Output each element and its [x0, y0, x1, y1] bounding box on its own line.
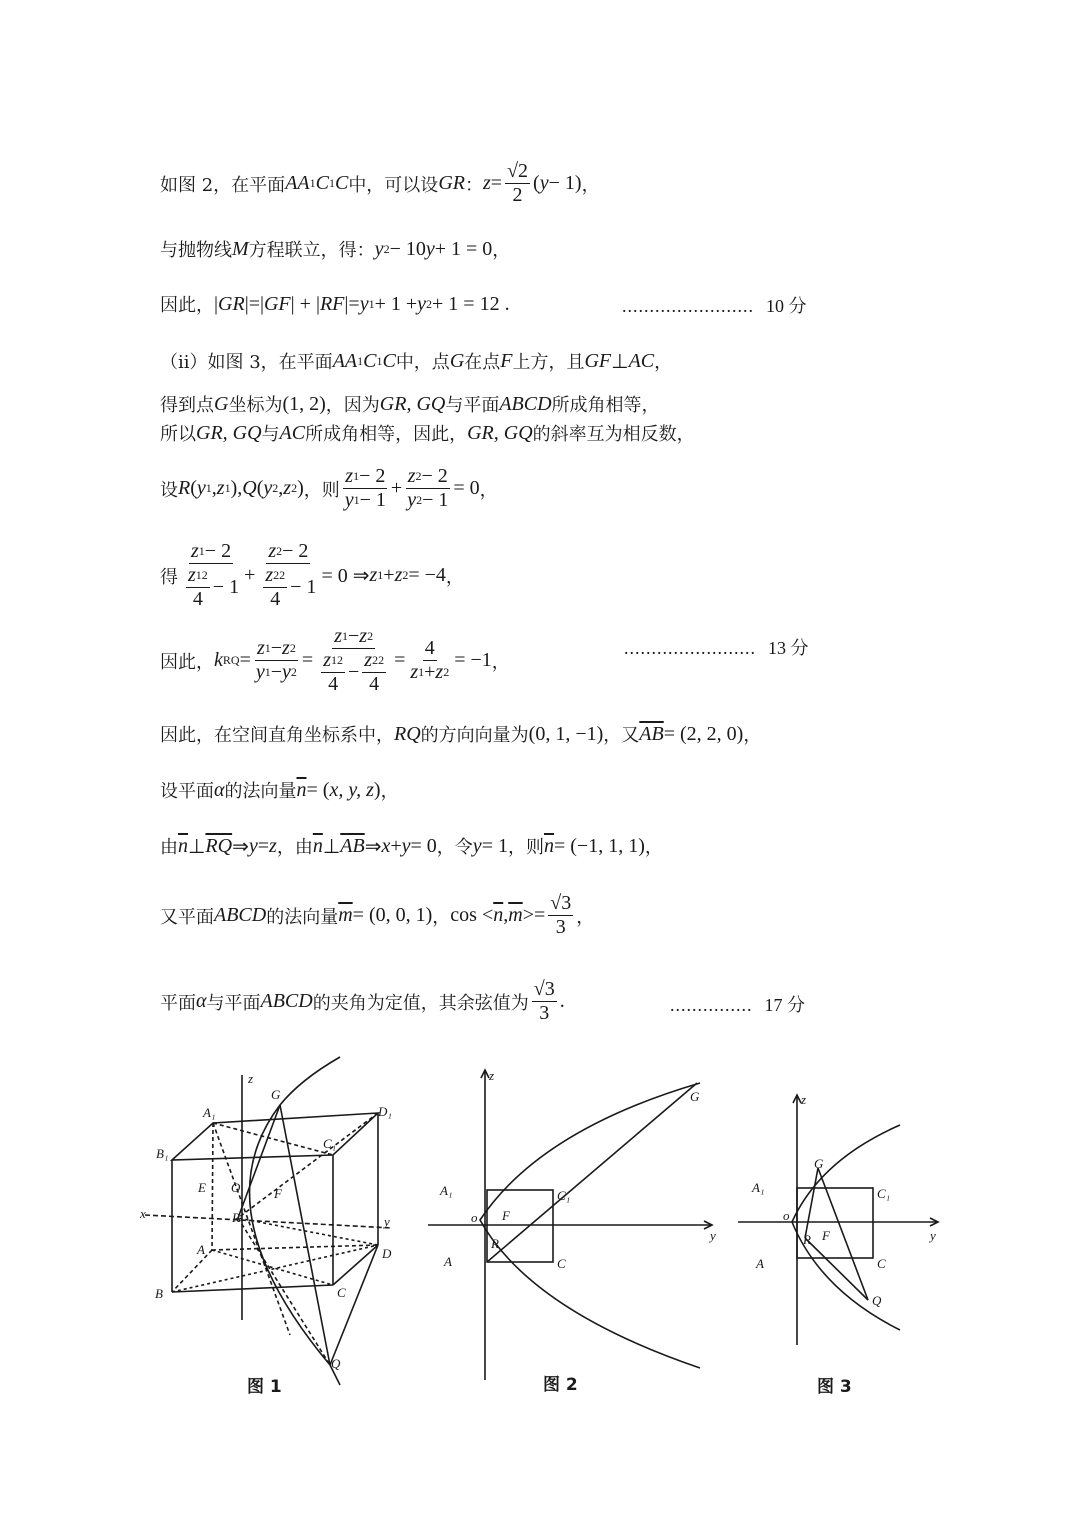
math-expression: 4 — [369, 673, 380, 695]
text-segment: ， — [743, 725, 762, 746]
math-expression: + 1 + — [374, 292, 418, 315]
math-expression: = (0, 0, 1) — [352, 904, 433, 926]
math-symbol: y — [417, 292, 427, 315]
superscript: 2 — [378, 653, 385, 667]
math-symbol: y — [196, 477, 206, 499]
text-segment: ，则 — [303, 479, 340, 501]
vector-symbol: $\overline{n}$ — [312, 834, 323, 857]
label-c1: C₁ — [557, 1188, 571, 1203]
label-g: G — [271, 1087, 281, 1102]
math-symbol: y — [282, 661, 291, 683]
label-q: Q — [331, 1356, 341, 1371]
label-o: o — [471, 1210, 478, 1225]
text-segment: 得到点 — [160, 395, 214, 416]
math-expression: √3 — [533, 978, 555, 1000]
superscript: 2 — [383, 241, 390, 256]
math-expression: − — [347, 661, 360, 683]
math-expression: ( — [190, 477, 197, 499]
math-symbol: C — [315, 172, 329, 194]
math-symbol: AC — [279, 421, 306, 444]
label-a1: A₁ — [203, 1105, 216, 1120]
text-segment: 得 — [160, 566, 178, 588]
label-c: C — [557, 1256, 566, 1271]
label-b: B — [155, 1286, 163, 1301]
text-segment: 的方向向量为 — [420, 725, 529, 746]
math-expression: ), — [230, 477, 243, 499]
math-symbol: Q — [242, 477, 257, 499]
math-symbol: GF — [263, 292, 291, 315]
text-segment: 与平面 — [445, 395, 500, 416]
math-symbol: k — [214, 649, 223, 671]
subscript: 1 — [264, 641, 271, 655]
vector-symbol: $\overline{n}$ — [543, 834, 554, 857]
math-symbol: AA — [285, 172, 310, 194]
label-b1: B₁ — [156, 1146, 169, 1161]
math-expression: = — [301, 649, 314, 671]
subscript: 1 — [330, 653, 337, 667]
math-expression: = 0 — [410, 834, 437, 857]
math-expression: |=| — [244, 292, 264, 315]
subscript: 1 — [418, 665, 425, 679]
subscript: 2 — [289, 641, 296, 655]
subscript: 2 — [416, 493, 423, 507]
math-expression: (1, 2) — [282, 392, 326, 415]
text-segment: ，因为 — [325, 395, 380, 416]
text-segment: ， — [654, 352, 673, 373]
math-symbol: z — [283, 477, 292, 499]
text-segment: 的法向量 — [224, 781, 297, 802]
label-f: F — [274, 1186, 282, 1201]
text-segment: （ii）如图 3，在平面 — [160, 352, 333, 373]
score-dots: ........................ — [624, 638, 756, 658]
text-segment: ， — [432, 906, 451, 928]
text-segment: ， — [576, 906, 595, 928]
math-symbol: C — [334, 172, 349, 194]
math-symbol: C — [382, 349, 396, 372]
subscript: 1 — [264, 665, 271, 679]
text-segment: ， — [644, 837, 663, 858]
label-a1: A₁ — [752, 1180, 765, 1195]
math-symbol: G — [214, 392, 229, 415]
math-expression: , — [278, 477, 284, 499]
subscript: 1 — [353, 493, 360, 507]
text-segment: ，则 — [507, 837, 544, 858]
math-symbol: z — [188, 564, 196, 586]
math-expression: (0, 1, −1) — [528, 722, 604, 745]
math-symbol: AA — [332, 349, 358, 372]
math-expression: ) — [297, 477, 304, 499]
text-segment: 在点 — [464, 352, 501, 373]
vector-symbol: $\overline{n}$ — [178, 834, 188, 857]
math-expression: + 1 = 0 — [434, 237, 493, 260]
score-dots: ............... — [670, 995, 753, 1015]
math-symbol: z — [359, 625, 368, 647]
subscript: 1 — [357, 353, 364, 368]
label-d1: D₁ — [378, 1104, 392, 1119]
text-segment: ， — [491, 651, 510, 673]
vector-symbol: $\overline{n}$ — [296, 778, 307, 801]
label-a: A — [444, 1254, 452, 1269]
math-symbol: z — [334, 625, 342, 647]
label-g: G — [814, 1156, 824, 1171]
subscript: 1 — [205, 481, 212, 495]
text-segment: 因此， — [160, 295, 214, 316]
math-expression: = ( — [306, 778, 330, 801]
label-c: C — [337, 1285, 346, 1300]
math-expression: ⊥ — [188, 835, 206, 858]
text-segment: 因此， — [160, 651, 214, 673]
math-symbol: x, y, z — [329, 778, 374, 801]
subscript: 2 — [367, 629, 374, 643]
math-symbol: z — [282, 637, 290, 659]
text-segment: 因此，在空间直角坐标系中， — [160, 725, 394, 746]
math-expression: ⊥ — [322, 835, 341, 858]
math-symbol: z — [216, 477, 225, 499]
text-segment: 如图 2，在平面 — [160, 174, 286, 196]
text-segment: 又平面 — [160, 906, 214, 928]
text-segment: ， — [380, 781, 399, 802]
text-segment: 所成角相等， — [551, 395, 660, 416]
math-expression: = 1 — [481, 834, 508, 857]
math-expression: − 2 — [204, 540, 232, 562]
math-expression: − 1 — [359, 489, 386, 511]
text-segment: ，又 — [603, 725, 640, 746]
label-a1: A₁ — [440, 1183, 453, 1198]
text-segment: 所以 — [160, 424, 196, 445]
math-expression: 3 — [555, 916, 566, 938]
math-symbol: GR, GQ — [379, 392, 446, 415]
math-expression: , — [503, 904, 509, 926]
subscript: 2 — [291, 481, 298, 495]
vector-symbol: $\overline{m}$ — [508, 904, 523, 926]
label-z: z — [801, 1092, 807, 1107]
label-q: Q — [872, 1293, 882, 1308]
math-symbol: RQ — [394, 722, 421, 745]
math-expression: 4 — [270, 588, 281, 610]
text-segment: ，由 — [276, 837, 313, 858]
math-expression: , — [211, 477, 217, 499]
label-c1: C₁ — [323, 1136, 337, 1151]
math-expression: . — [559, 990, 565, 1012]
math-symbol: ABCD — [214, 904, 267, 926]
superscript: 2 — [336, 653, 343, 667]
math-expression: = 0 ⇒ — [321, 565, 370, 587]
math-expression: √3 — [550, 892, 572, 914]
label-a: A — [756, 1256, 764, 1271]
label-r: R — [491, 1236, 499, 1251]
score-dots: ........................ — [622, 296, 754, 316]
subscript: 1 — [368, 296, 375, 311]
label-a: A — [197, 1242, 205, 1257]
math-symbol: GF — [584, 349, 612, 372]
text-segment: 由 — [160, 837, 178, 858]
math-expression: ( — [533, 172, 540, 194]
superscript: 2 — [201, 568, 208, 582]
subscript: 1 — [198, 544, 205, 558]
math-expression: + — [390, 477, 403, 499]
math-expression: ( — [256, 477, 264, 499]
math-expression: + — [390, 834, 402, 857]
text-segment: 的夹角为定值，其余弦值为 — [312, 992, 529, 1014]
math-symbol: z — [394, 564, 403, 586]
text-segment: ： — [464, 174, 483, 196]
subscript: 1 — [341, 629, 348, 643]
math-symbol: y — [407, 489, 417, 511]
text-segment: ， — [445, 566, 464, 588]
math-symbol: GR — [438, 172, 465, 194]
math-expression: − 1 — [422, 489, 449, 511]
math-symbol: y — [255, 661, 265, 683]
math-expression: = (−1, 1, 1) — [553, 834, 645, 857]
subscript: 2 — [276, 544, 283, 558]
label-y: y — [384, 1214, 390, 1229]
math-symbol: z — [269, 834, 277, 857]
text-segment: 与平面 — [206, 992, 261, 1014]
math-symbol: M — [232, 237, 249, 260]
math-expression: − 1) — [548, 172, 582, 194]
math-expression: = −4 — [408, 564, 446, 586]
subscript: 1 — [377, 568, 384, 582]
label-r: R — [803, 1232, 811, 1247]
math-expression: + — [424, 661, 436, 683]
label-e: E — [198, 1180, 206, 1195]
text-segment: 设 — [160, 479, 178, 501]
math-expression: = — [490, 172, 503, 194]
label-z: z — [489, 1068, 495, 1083]
text-segment: 与抛物线 — [160, 240, 232, 261]
math-expression: 4 — [328, 673, 339, 695]
math-expression: √2 — [507, 160, 529, 182]
math-symbol: z — [407, 465, 416, 487]
label-y: y — [930, 1228, 936, 1243]
text-segment: ， — [581, 174, 600, 196]
math-expression: = (2, 2, 0) — [663, 722, 744, 745]
math-expression: − 2 — [282, 540, 309, 562]
math-expression: 2 — [512, 184, 523, 206]
superscript: 2 — [279, 568, 286, 582]
text-segment: 平面 — [160, 992, 196, 1014]
math-symbol: GR, GQ — [467, 421, 533, 444]
math-expression: | — [214, 292, 219, 315]
math-expression: >= — [522, 904, 546, 926]
math-symbol: y — [539, 172, 549, 194]
math-expression: + 1 = 12 . — [432, 292, 510, 315]
text-segment: 的斜率互为相反数， — [532, 424, 695, 445]
subscript: 1 — [224, 481, 231, 495]
label-o: O — [231, 1180, 241, 1195]
subscript: 1 — [328, 176, 335, 190]
label-o: o — [783, 1208, 790, 1223]
subscript: RQ — [222, 653, 240, 667]
math-expression: = 0 — [453, 477, 480, 499]
label-f: F — [502, 1208, 510, 1223]
math-symbol: GR, GQ — [196, 421, 262, 444]
math-symbol: y — [359, 292, 369, 315]
label-c1: C₁ — [877, 1186, 891, 1201]
subscript: 2 — [415, 469, 422, 483]
subscript: 2 — [443, 665, 450, 679]
label-z: z — [248, 1071, 254, 1086]
vector-symbol: $\overline{n}$ — [493, 904, 504, 926]
subscript: 2 — [273, 568, 280, 582]
text-segment: 坐标为 — [228, 395, 283, 416]
math-symbol: ABCD — [499, 392, 552, 415]
math-expression: | + | — [290, 292, 320, 315]
label-r: R — [232, 1210, 240, 1225]
math-expression: − 2 — [421, 465, 448, 487]
math-expression: − 2 — [359, 465, 386, 487]
math-expression: + — [383, 564, 395, 586]
text-segment: ，令 — [436, 837, 473, 858]
math-symbol: z — [345, 465, 354, 487]
math-expression: − 1 — [290, 576, 317, 598]
math-expression: = −1 — [454, 649, 492, 671]
math-expression: = — [394, 649, 406, 671]
text-segment: 上方，且 — [512, 352, 585, 373]
math-symbol: z — [410, 661, 419, 683]
score-label: 17 分 — [764, 995, 805, 1015]
text-segment: 方程联立，得： — [248, 240, 375, 261]
math-symbol: GR — [218, 292, 245, 315]
math-expression: − — [270, 637, 283, 659]
math-expression: ) — [373, 778, 381, 801]
label-g: G — [690, 1089, 700, 1104]
math-symbol: z — [268, 540, 277, 562]
math-symbol: ABCD — [260, 990, 313, 1012]
math-symbol: G — [449, 349, 465, 372]
math-symbol: AC — [628, 349, 655, 372]
vector-symbol: $\overline{AB}$ — [639, 722, 664, 745]
text-segment: 设平面 — [160, 781, 214, 802]
text-segment: 的法向量 — [266, 906, 339, 928]
subscript: 2 — [426, 296, 433, 311]
math-symbol: z — [364, 649, 373, 671]
math-symbol: x — [381, 834, 391, 857]
text-segment: 与 — [261, 424, 280, 445]
math-symbol: z — [435, 661, 444, 683]
score-label: 13 分 — [768, 638, 809, 658]
math-symbol: z — [369, 564, 378, 586]
math-expression: − — [347, 625, 360, 647]
text-segment: 中，点 — [395, 352, 450, 373]
parabola — [792, 1125, 900, 1330]
label-f: F — [822, 1228, 830, 1243]
math-symbol: y — [344, 489, 354, 511]
math-symbol: z — [265, 564, 274, 586]
math-symbol: z — [323, 649, 331, 671]
subscript: 2 — [372, 653, 379, 667]
math-symbol: RF — [319, 292, 345, 315]
math-symbol: z — [256, 637, 265, 659]
math-expression: − 1 — [212, 576, 240, 598]
math-expression: cos < — [450, 904, 494, 926]
math-expression: |= — [344, 292, 360, 315]
text-segment: ， — [492, 240, 511, 261]
math-expression: 4 — [424, 637, 435, 659]
text-segment: ， — [479, 479, 498, 501]
math-expression: ⊥ — [611, 350, 629, 373]
label-y: y — [710, 1228, 716, 1243]
subscript: 1 — [353, 469, 360, 483]
math-expression: ⇒ — [364, 835, 382, 858]
math-symbol: y — [472, 834, 482, 857]
math-symbol: F — [500, 349, 513, 372]
math-symbol: α — [214, 778, 225, 801]
math-expression: − — [270, 661, 283, 683]
vector-symbol: $\overline{RQ}$ — [205, 834, 233, 857]
math-expression: + — [244, 564, 256, 586]
math-symbol: z — [482, 172, 491, 194]
subscript: 2 — [272, 481, 279, 495]
math-expression: = — [239, 649, 251, 671]
subscript: 2 — [290, 665, 297, 679]
vector-symbol: $\overline{AB}$ — [340, 834, 365, 857]
score-label: 10 分 — [766, 296, 807, 316]
math-symbol: y — [248, 834, 258, 857]
math-symbol: C — [363, 349, 377, 372]
math-expression: 4 — [192, 588, 203, 610]
figure-1-caption: 图 1 — [247, 1377, 282, 1397]
text-segment: 中，可以设 — [348, 174, 439, 196]
math-symbol: y — [374, 237, 384, 260]
math-symbol: y — [425, 237, 435, 260]
figure-2-caption: 图 2 — [543, 1375, 578, 1395]
subscript: 1 — [195, 568, 202, 582]
subscript: 1 — [376, 353, 383, 368]
label-c: C — [877, 1256, 886, 1271]
subscript: 1 — [309, 176, 316, 190]
math-expression: 3 — [539, 1002, 550, 1024]
subscript: 2 — [402, 568, 409, 582]
figure-3-caption: 图 3 — [817, 1377, 852, 1397]
math-expression: − 10 — [389, 237, 426, 260]
label-x: x — [140, 1206, 146, 1221]
math-symbol: z — [191, 540, 199, 562]
math-expression: ⇒ — [232, 835, 249, 858]
label-d: D — [382, 1246, 392, 1261]
math-symbol: y — [263, 477, 273, 499]
math-expression: = — [257, 834, 270, 857]
math-symbol: α — [196, 990, 207, 1012]
math-symbol: R — [178, 477, 191, 499]
vector-symbol: $\overline{m}$ — [338, 904, 353, 926]
math-symbol: y — [401, 834, 411, 857]
text-segment: 所成角相等，因此， — [305, 424, 468, 445]
